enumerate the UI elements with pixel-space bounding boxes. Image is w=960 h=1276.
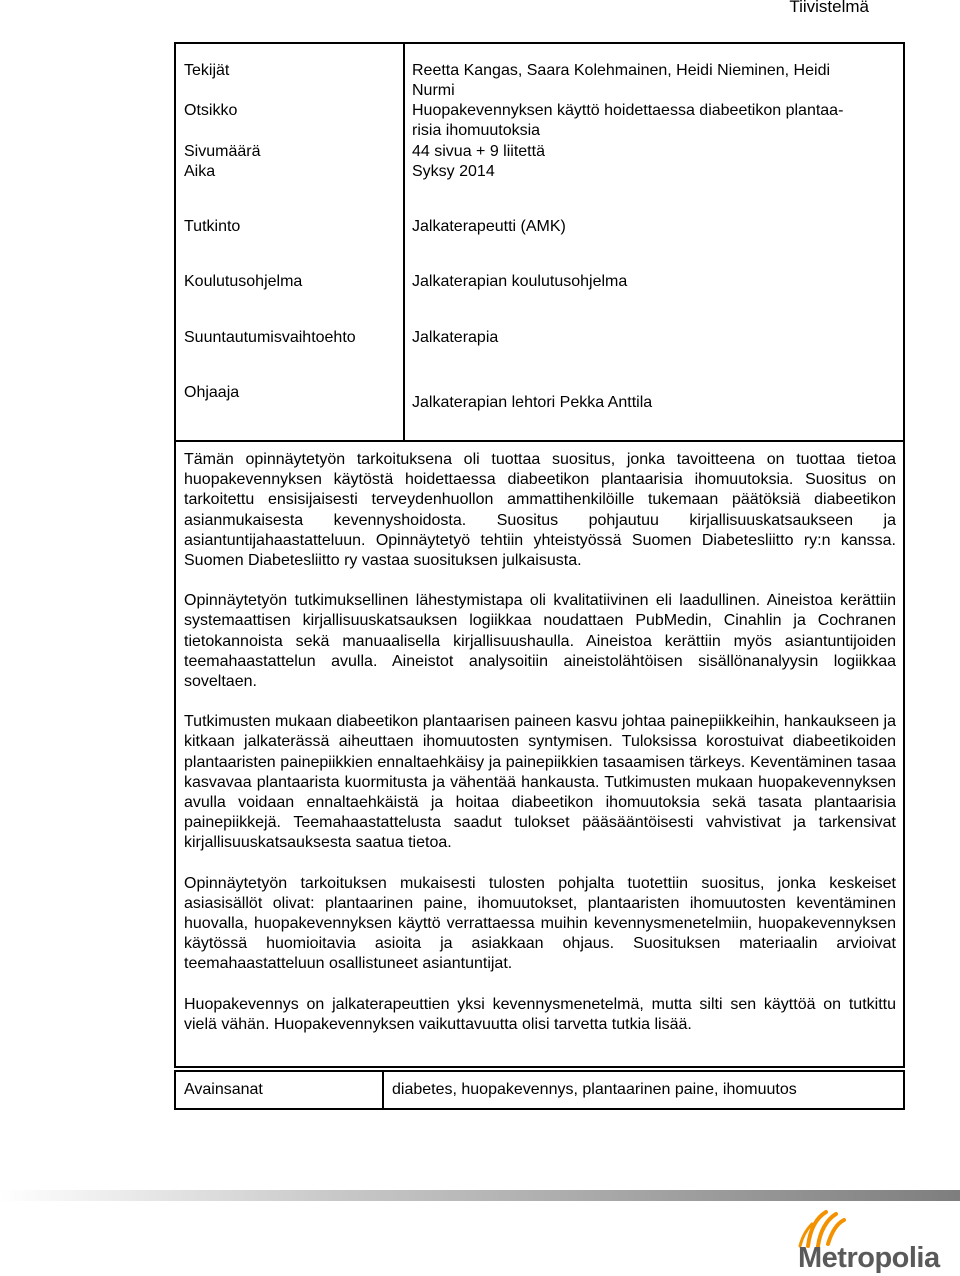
metropolia-logo-text: Metropolia (798, 1242, 940, 1274)
specialisation-label: Suuntautumisvaihtoehto (184, 329, 356, 346)
date-label: Aika (184, 163, 216, 180)
date-value: Syksy 2014 (412, 163, 495, 180)
keywords-table (174, 1070, 905, 1110)
programme-value: Jalkaterapian koulutusohjelma (412, 273, 628, 290)
footer-gradient-bar (0, 1190, 960, 1201)
abstract-paragraph: Tämän opinnäytetyön tarkoituksena oli tuottaa suositus, jonka tavoitteena on tuottaa tietoa huopakevennyksen käytöstä hoidettaessa diabeetikon plantaarisia ihomuutoksia. Suositus on tarkoitettu ensisijaisesti terveydenhuollon ammattihenkilöille tukemaan päätöksiä diabeetikon asianmukaisesta kevennyshoidosta. Suositus pohjautuu kirjallisuuskatsaukseen ja asiantuntijahaastatteluun. Opinnäytetyö tehtiin yhteistyössä Suomen Diabetesliitto ry:n kanssa. Suomen Diabetesliitto ry vastaa suosituksen julkaisusta. (184, 451, 896, 570)
authors-value-line1: Reetta Kangas, Saara Kolehmainen, Heidi Nieminen, Heidi (412, 62, 831, 79)
title-value-line2: risia ihomuutoksia (412, 122, 541, 139)
supervisor-label: Ohjaaja (184, 384, 240, 401)
metadata-divider (403, 44, 405, 440)
keywords-value: diabetes, huopakevennys, plantaarinen paine, ihomuutos (392, 1081, 797, 1098)
abstract-paragraph: Opinnäytetyön tutkimuksellinen lähestymistapa oli kvalitatiivinen eli laadullinen. Aineistoa kerättiin systemaattisen kirjallisuuskatsauksen logiikkaa noudattaen PubMedin, Cinahlin ja Cochranen tietokannoista sekä manuaalisella kirjallisuushaulla. Aineistoa kerättiin myös asiantuntijoiden teemahaastattelun avulla. Aineistot analysoitiin aineistolähtöisen sisällönanalyysin logiikkaa soveltaen. (184, 592, 896, 691)
specialisation-value: Jalkaterapia (412, 329, 499, 346)
page-header-title: Tiivistelmä (789, 0, 869, 16)
authors-label: Tekijät (184, 62, 230, 79)
programme-label: Koulutusohjelma (184, 273, 303, 290)
title-label: Otsikko (184, 102, 238, 119)
degree-value: Jalkaterapeutti (AMK) (412, 218, 566, 235)
degree-label: Tutkinto (184, 218, 241, 235)
keywords-divider (382, 1072, 384, 1108)
abstract-paragraph: Tutkimusten mukaan diabeetikon plantaarisen paineen kasvu johtaa painepiikkeihin, hankaukseen ja kitkaan jalkaterässä aiheuttaen ihomuutosten syntymisen. Tuloksissa korostuivat diabeetikoiden plantaaristen painepiikkien ennaltaehkäisy ja painepiikkien tasaamisen tärkeys. Keventäminen tasaa kasvavaa plantaarista kuormitusta ja vähentää hankausta. Tutkimusten mukaan huopakevennyksen avulla voidaan ennaltaehkäistä ja hoitaa diabeetikon ihomuutoksia sekä tasata plantaarisia painepiikkejä. Teemahaastattelusta saadut tulokset pääsääntöisesti vahvistivat ja tarkensivat kirjallisuuskatsauksesta saatua tietoa. (184, 713, 896, 852)
abstract-paragraph: Opinnäytetyön tarkoituksen mukaisesti tulosten pohjalta tuotettiin suositus, jonka keskeiset asiasisällöt olivat: plantaarinen paine, ihomuutokset, plantaaristen ihomuutosten keventäminen huovalla, huopakevennyksen käyttö verrattaessa muihin kevennysmenetelmiin, huopakevennyksen käytössä huomioitavia asioita ja asiakkaan ohjaus. Suosituksen materiaalin arvioivat teemahaastatteluun osallistuneet asiantuntijat. (184, 874, 896, 973)
abstract-frame (174, 42, 905, 1068)
title-value-line1: Huopakevennyksen käyttö hoidettaessa diabeetikon plantaa- (412, 102, 844, 119)
abstract-paragraph: Huopakevennys on jalkaterapeuttien yksi kevennysmenetelmä, mutta silti sen käyttöä on tutkittu vielä vähän. Huopakevennyksen vaikuttavuutta olisi tarvetta tutkia lisää. (184, 995, 896, 1033)
metadata-table (176, 44, 903, 442)
page-count-label: Sivumäärä (184, 143, 261, 160)
metropolia-logo (790, 1208, 960, 1276)
keywords-label: Avainsanat (184, 1081, 263, 1098)
authors-value-line2: Nurmi (412, 82, 455, 99)
abstract-body (184, 450, 896, 1055)
supervisor-value: Jalkaterapian lehtori Pekka Anttila (412, 394, 653, 411)
page-count-value: 44 sivua + 9 liitettä (412, 143, 545, 160)
